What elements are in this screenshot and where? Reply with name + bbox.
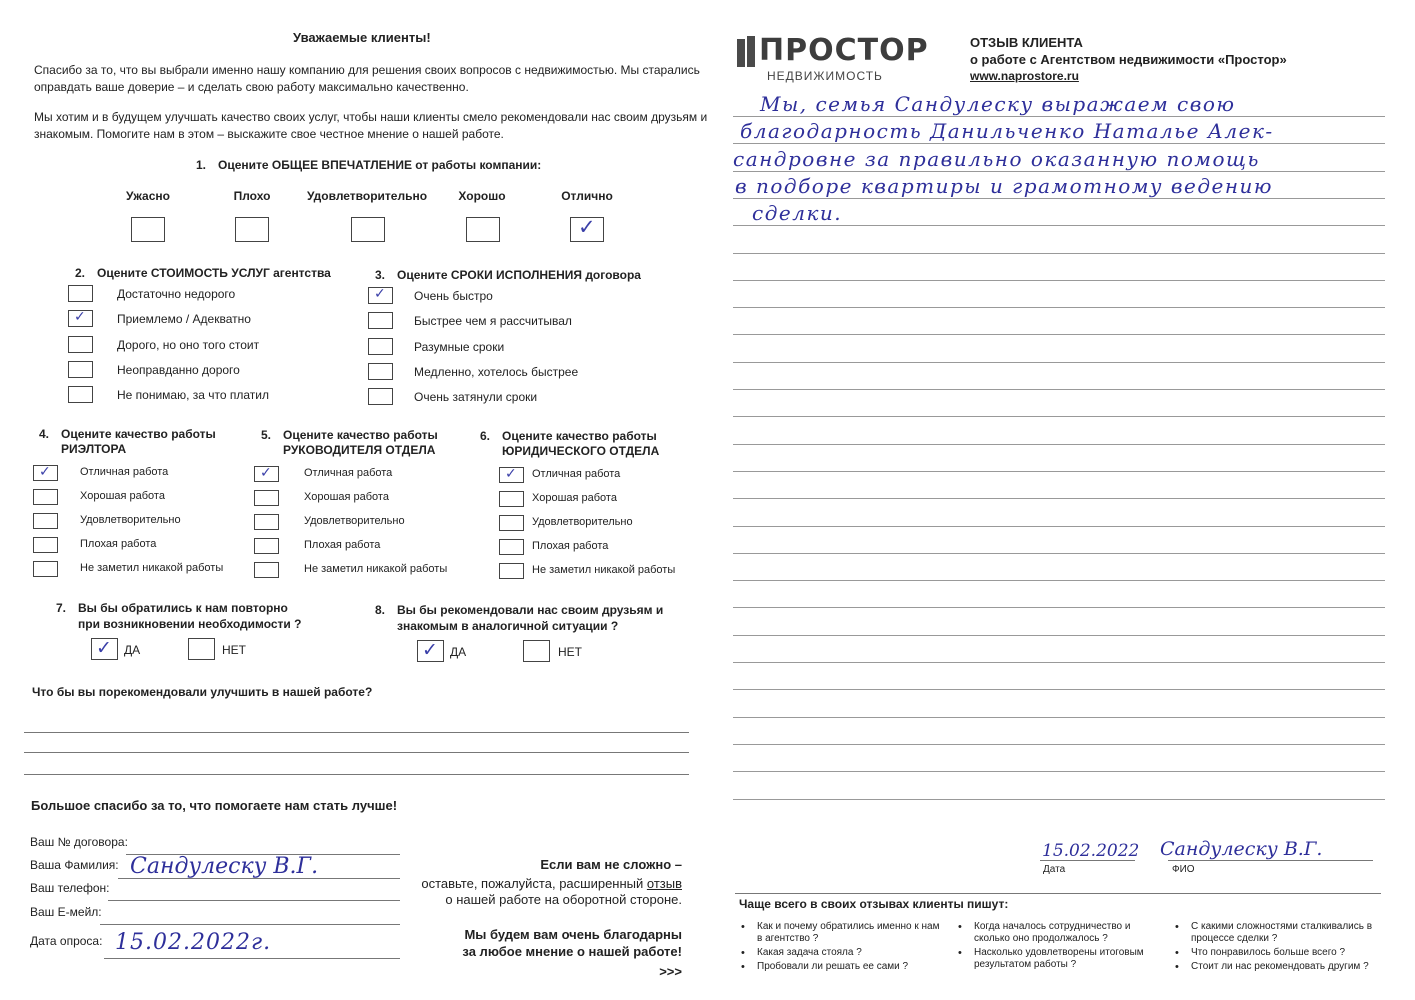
reverse-note-line-5: за любое мнение о нашей работе! [462,944,682,959]
q6-option-label: Не заметил никакой работы [532,564,676,576]
q8-yes-label: ДА [450,645,467,659]
review-ruled-line [733,280,1385,281]
tip-item: • Стоит ли нас рекомендовать другим ? [1191,961,1381,973]
q5-option-checkbox[interactable] [254,538,279,554]
surname-field [118,878,400,879]
q5-option-label: Удовлетворительно [304,515,405,527]
q4-number: 4. [39,427,50,441]
q3-option-label: Очень быстро [414,289,493,303]
check-mark-icon: ✓ [74,309,86,326]
q1-option-label: Удовлетворительно [306,189,428,203]
review-ruled-line [733,717,1385,718]
check-mark-icon: ✓ [374,286,386,302]
q3-option-label: Медленно, хотелось быстрее [414,364,579,379]
reverse-note-line-1: Если вам не сложно – [540,857,682,872]
q4-option-label: Не заметил никакой работы [80,562,224,574]
q1-option-label: Ужасно [126,189,170,203]
review-ruled-line [733,771,1385,772]
q1-option-checkbox[interactable] [131,217,165,242]
reverse-note-text: оставьте, пожалуйста, расширенный [421,876,647,891]
tips-divider [735,893,1381,894]
improve-question: Что бы вы порекомендовали улучшить в нашей работе? [32,685,373,699]
q2-option-label: Достаточно недорого [117,287,236,301]
improve-line-1[interactable] [24,732,689,733]
tip-item: • Какая задача стояла ? [757,947,947,959]
heading: Уважаемые клиенты! [293,30,431,45]
reverse-note-line-3: о нашей работе на оборотной стороне. [445,892,682,907]
q2-option-checkbox[interactable] [68,285,93,302]
thanks-text: Большое спасибо за то, что помогаете нам стать лучше! [31,798,398,813]
q2-option-checkbox[interactable] [68,336,93,353]
q6-option-checkbox[interactable] [499,515,524,531]
review-line-text: в подборе квартиры и грамотному ведению [735,174,1274,198]
improve-line-3[interactable] [24,774,689,775]
review-ruled-line [733,689,1385,690]
review-ruled-line [733,416,1385,417]
q5-title-line-2: РУКОВОДИТЕЛЯ ОТДЕЛА [283,443,436,457]
q3-title: Оцените СРОКИ ИСПОЛНЕНИЯ договора [397,268,641,282]
signature-name-line [1168,860,1373,861]
review-ruled-line [733,444,1385,445]
review-ruled-line [733,471,1385,472]
reverse-note-line-4: Мы будем вам очень благодарны [464,927,682,942]
review-ruled-line [733,799,1385,800]
tip-item: • Что понравилось больше всего ? [1191,947,1381,959]
surname-value[interactable]: Сандулеску В.Г. [130,854,319,879]
q1-title: Оцените ОБЩЕЕ ВПЕЧАТЛЕНИЕ от работы компании: [218,158,542,172]
q1-option-label: Хорошо [458,189,506,203]
q5-option-checkbox[interactable] [254,514,279,530]
review-header-url[interactable]: www.naprostore.ru [970,69,1079,83]
intro-paragraph-2-line-2: знакомым. Помогите нам в этом – выскажите свое честное мнение о нашей работе. [34,127,504,141]
date-value[interactable]: 15.02.2022г. [115,930,272,955]
logo-text: ПРОСТОР [759,33,929,68]
review-ruled-line [733,334,1385,335]
q4-option-checkbox[interactable] [33,537,58,553]
q7-title-line-2: при возникновении необходимости ? [78,617,302,631]
check-mark-icon: ✓ [505,466,517,482]
review-line-text: Мы, семья Сандулеску выражаем свою [760,92,1236,116]
q8-no-checkbox[interactable] [523,640,550,662]
review-ruled-line [733,307,1385,308]
q7-number: 7. [56,601,67,615]
q4-option-checkbox[interactable] [33,465,58,481]
q4-option-label: Отличная работа [80,466,169,478]
review-ruled-line [733,553,1385,554]
review-ruled-line [733,198,1385,199]
q3-option-label: Очень затянули сроки [414,390,538,405]
q1-option-checkbox[interactable] [570,217,604,242]
q1-option-checkbox[interactable] [351,217,385,242]
q2-option-label: Дорого, но оно того стоит [117,337,260,352]
check-mark-icon: ✓ [422,639,438,661]
review-ruled-line [733,526,1385,527]
q2-option-checkbox[interactable] [68,386,93,403]
review-ruled-line [733,662,1385,663]
q3-number: 3. [375,268,386,282]
intro-paragraph-1-line-1: Спасибо за то, что вы выбрали именно нашу компанию для решения своих вопросов с недвижимостью. Мы старались [34,63,700,77]
q6-option-checkbox[interactable] [499,563,524,579]
contract-label: Ваш № договора: [30,835,128,849]
q6-title-line-1: Оцените качество работы [502,429,657,443]
check-mark-icon: ✓ [39,464,51,480]
q2-option-checkbox[interactable] [68,361,93,378]
q2-option-checkbox[interactable] [68,310,93,327]
surname-label: Ваша Фамилия: [30,858,119,872]
q5-option-checkbox[interactable] [254,466,279,482]
signature-date[interactable]: 15.02.2022 [1042,841,1140,861]
q5-option-label: Плохая работа [304,539,381,551]
prostor-logo [735,33,929,83]
tip-item: • Когда началось сотрудничество и сколько оно продолжалось ? [974,921,1164,945]
q3-option-checkbox[interactable] [368,338,393,355]
tip-item: • С какими сложностями сталкивались в процессе сделки ? [1191,921,1381,945]
q6-option-label: Хорошая работа [532,492,617,504]
q4-option-label: Плохая работа [80,538,157,550]
q3-option-label: Разумные сроки [414,339,505,354]
q4-title-line-1: Оцените качество работы [61,427,216,441]
q5-option-label: Отличная работа [304,467,393,479]
review-ruled-line [733,744,1385,745]
review-ruled-line [733,253,1385,254]
q3-option-checkbox[interactable] [368,388,393,405]
review-header-subtitle: о работе с Агентством недвижимости «Простор» [970,52,1287,67]
q5-option-label: Не заметил никакой работы [304,563,448,575]
q1-option-label: Плохо [233,189,271,203]
q3-option-checkbox[interactable] [368,312,393,329]
signature-date-label: Дата [1043,864,1066,875]
q1-number: 1. [196,158,207,172]
q6-number: 6. [480,429,491,443]
check-mark-icon: ✓ [578,215,596,239]
phone-field[interactable] [108,900,400,901]
email-field[interactable] [100,924,400,925]
tip-item: • Пробовали ли решать ее сами ? [757,961,947,973]
q6-option-label: Удовлетворительно [532,516,633,528]
review-ruled-line [733,607,1385,608]
review-ruled-line [733,171,1385,172]
signature-name[interactable]: Сандулеску В.Г. [1160,838,1323,860]
review-ruled-line [733,498,1385,499]
date-field [104,958,400,959]
review-ruled-line [733,362,1385,363]
tip-item: • Как и почему обратились именно к нам в агентство ? [757,921,947,945]
q6-option-checkbox[interactable] [499,467,524,483]
signature-date-line [1040,860,1135,861]
q8-title-line-2: знакомым в аналогичной ситуации ? [397,619,619,633]
q4-option-checkbox[interactable] [33,489,58,505]
check-mark-icon: ✓ [260,465,272,481]
review-ruled-line [733,225,1385,226]
reverse-note-line-2 [421,876,682,891]
q2-option-label: Неоправданно дорого [117,362,240,377]
date-label: Дата опроса: [30,934,103,948]
q7-no-checkbox[interactable] [188,638,215,660]
intro-paragraph-1-line-2: оправдать ваше доверие – и сделать свою работу максимально качественно. [34,80,469,94]
q6-option-checkbox[interactable] [499,539,524,555]
q1-option-checkbox[interactable] [466,217,500,242]
intro-paragraph-2-line-1: Мы хотим и в будущем улучшать качество своих услуг, чтобы наши клиенты смело рекомендовали нас своим друзьям и [34,110,708,124]
q7-yes-label: ДА [124,643,141,657]
email-label: Ваш Е-мейл: [30,905,102,919]
q8-title-line-1: Вы бы рекомендовали нас своим друзьям и [397,603,664,617]
q2-option-label: Не понимаю, за что платил [117,388,270,403]
review-line-text: сделки. [752,201,843,225]
review-ruled-line [733,143,1385,144]
q1-option-label: Отлично [561,189,613,203]
q3-option-checkbox[interactable] [368,287,393,304]
q4-option-checkbox[interactable] [33,561,58,577]
review-ruled-line [733,635,1385,636]
review-line-text: сандровне за правильно оказанную помощь [733,147,1260,171]
q8-no-label: НЕТ [558,645,582,659]
q7-title-line-1: Вы бы обратились к нам повторно [78,601,288,615]
tips-title: Чаще всего в своих отзывах клиенты пишут: [739,897,1009,911]
phone-label: Ваш телефон: [30,881,110,895]
improve-line-2[interactable] [24,752,689,753]
review-line-text: благодарность Данильченко Наталье Алек- [740,119,1274,143]
q4-option-label: Удовлетворительно [80,514,181,526]
q4-option-label: Хорошая работа [80,490,165,502]
signature-fio-label: ФИО [1172,864,1195,875]
q5-option-checkbox[interactable] [254,490,279,506]
q4-title-line-2: РИЭЛТОРА [61,442,127,456]
q3-option-label: Быстрее чем я рассчитывал [414,314,572,329]
q5-number: 5. [261,428,272,442]
q5-title-line-1: Оцените качество работы [283,428,438,442]
q7-no-label: НЕТ [222,643,246,657]
q2-title: Оцените СТОИМОСТЬ УСЛУГ агентства [97,266,331,280]
logo-subtext: НЕДВИЖИМОСТЬ [767,69,883,83]
review-ruled-line [733,116,1385,117]
q6-option-label: Отличная работа [532,468,621,480]
review-ruled-line [733,389,1385,390]
q4-option-checkbox[interactable] [33,513,58,529]
q7-yes-checkbox[interactable] [91,638,118,660]
q3-option-checkbox[interactable] [368,363,393,380]
tip-item: • Насколько удовлетворены итоговым результатом работы ? [974,947,1164,971]
q5-option-label: Хорошая работа [304,491,389,503]
q6-option-label: Плохая работа [532,540,609,552]
review-ruled-line [733,580,1385,581]
q2-option-label: Приемлемо / Адекватно [117,312,251,327]
check-mark-icon: ✓ [96,637,112,659]
q8-yes-checkbox[interactable] [417,640,444,662]
q8-number: 8. [375,603,386,617]
q6-title-line-2: ЮРИДИЧЕСКОГО ОТДЕЛА [502,444,660,458]
q5-option-checkbox[interactable] [254,562,279,578]
reverse-note-link[interactable]: отзыв [646,876,682,891]
q1-option-checkbox[interactable] [235,217,269,242]
q6-option-checkbox[interactable] [499,491,524,507]
q2-number: 2. [75,266,86,280]
review-header-title: ОТЗЫВ КЛИЕНТА [970,35,1083,50]
next-page-arrows: >>> [659,964,682,979]
